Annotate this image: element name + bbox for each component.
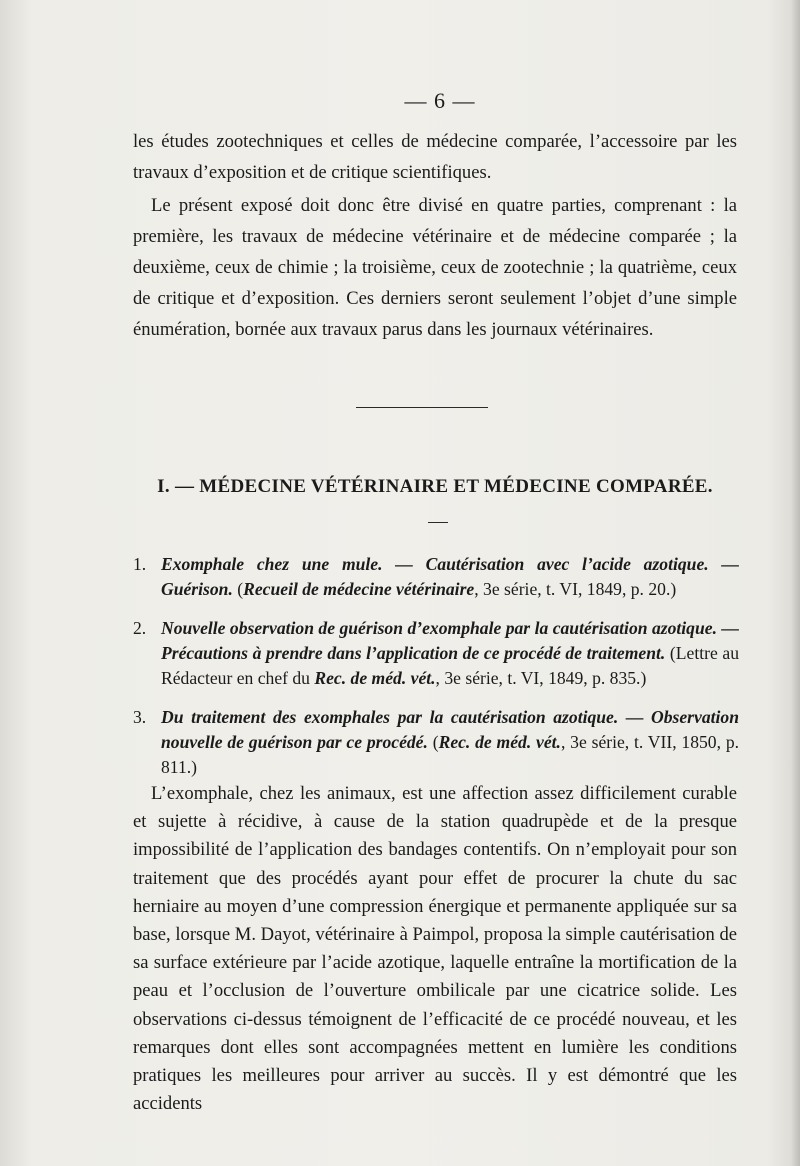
- body-paragraph: L’exomphale, chez les animaux, est une affection assez difficilement curable et sujette à récidive, à cause de la station quadrupède et de la presque impossibilité de l’application des bandages contentifs. On n’employait pour son traitement que des procédés ayant pour effet de procurer la chute du sac herniaire au moyen d’une compression énergique et permanente appliquée sur sa base, lorsque M. Dayot, vétérinaire à Paimpol, proposa la simple cautérisation de sa surface extérieure par l’acide azotique, laquelle entraîne la mortification de la peau et l’occlusion de l’ouverture ombilicale par une cicatrice solide. Les observations ci-dessus témoignent de l’efficacité de ce procédé nouveau, et les remarques dont elles sont accompagnées mettent en lumière les conditions pratiques les meilleures pour arriver au succès. Il y est démontré que les accidents: [133, 783, 737, 1115]
- plan-paragraph: Le présent exposé doit donc être divisé en quatre parties, comprenant : la première, les travaux de médecine vétérinaire et de médecine comparée ; la deuxième, ceux de chimie ; la troisième, ceux de zootechnie ; la quatrième, ceux de critique et d’exposition. Ces derniers seront seulement l’objet d’une simple énumération, bornée aux travaux parus dans les journaux vétérinaires.: [133, 195, 737, 340]
- reference-title: Du traitement des exomphales par la cautérisation azotique. — Observation nouvelle de guérison par ce procédé.: [161, 707, 739, 752]
- intro-paragraph: les études zootechniques et celles de médecine comparée, l’accessoire par les travaux d’exposition et de critique scientifiques.: [133, 131, 737, 183]
- reference-source-open: (: [427, 732, 439, 752]
- reference-number: 1.: [133, 554, 147, 574]
- reference-journal: Rec. de méd. vét.: [314, 668, 436, 688]
- reference-source-details: , 3e série, t. VI, 1849, p. 20.): [474, 579, 677, 599]
- reference-source-details: , 3e série, t. VI, 1849, p. 835.): [435, 668, 647, 688]
- reference-title: Nouvelle observation de guérison d’exomphale par la cautérisation azotique. — Précautions à prendre dans l’application de ce procédé de traitement.: [161, 618, 739, 663]
- reference-source-details: , 3e série, t. VII, 1850, p. 811.): [161, 732, 740, 777]
- reference-journal: Rec. de méd. vét.: [438, 732, 561, 752]
- reference-title: Exomphale chez une mule. — Cautérisation avec l’acide azotique. — Guérison.: [161, 554, 739, 599]
- reference-source-open: (: [237, 579, 244, 599]
- title-underline: [428, 522, 448, 523]
- reference-item: [133, 552, 739, 602]
- reference-source-open: (Lettre au Rédacteur en chef du: [161, 643, 739, 688]
- section-title: I. — MÉDECINE VÉTÉRINAIRE ET MÉDECINE COMPARÉE.: [157, 476, 713, 497]
- page-edge-shadow: [790, 0, 800, 1166]
- page-number: — 6 —: [404, 88, 476, 113]
- reference-number: 3.: [133, 707, 147, 727]
- reference-item: [133, 705, 739, 780]
- reference-item: [133, 616, 739, 691]
- reference-number: 2.: [133, 618, 147, 638]
- reference-journal: Recueil de médecine vétérinaire: [243, 579, 475, 599]
- reference-list: [133, 552, 739, 794]
- section-divider: [356, 407, 488, 408]
